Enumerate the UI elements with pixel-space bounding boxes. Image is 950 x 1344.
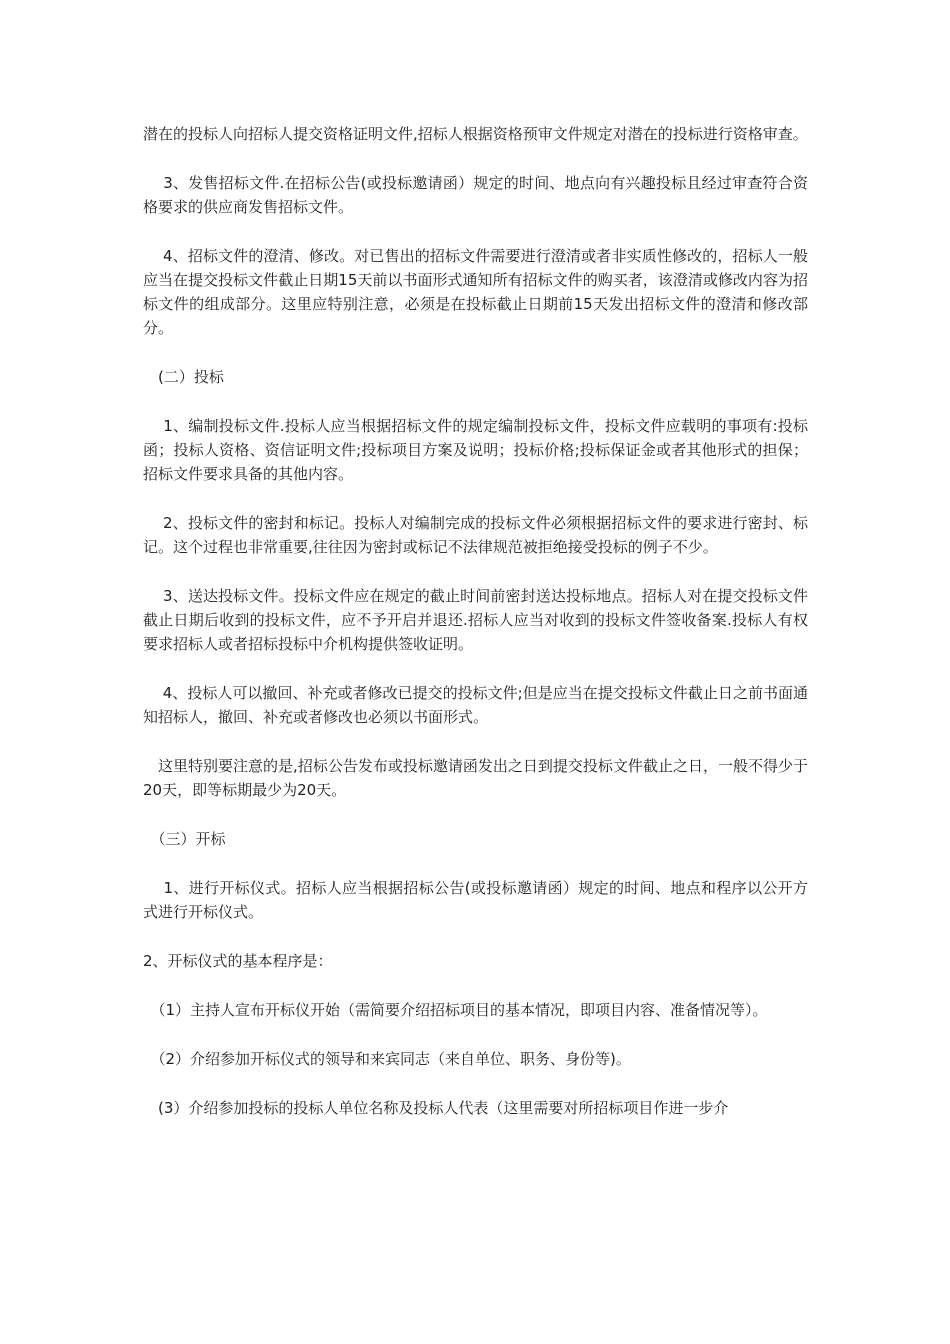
paragraph: 2、投标文件的密封和标记。投标人对编制完成的投标文件必须根据招标文件的要求进行密封、标记。这个过程也非常重要,往往因为密封或标记不法律规范被拒绝接受投标的例子不少。 [143,514,808,556]
paragraph: （1）主持人宣布开标仪开始（需简要介绍招标项目的基本情况，即项目内容、准备情况等）。 [143,1001,768,1019]
paragraph: 3、送达投标文件。投标文件应在规定的截止时间前密封送达投标地点。招标人对在提交投标文件截止日期后收到的投标文件，应不予开启并退还.招标人应当对收到的投标文件签收备案.投标人有权要求招标人或者招标投标中介机构提供签收证明。 [143,587,808,653]
paragraph: 这里特别要注意的是,招标公告发布或投标邀请函发出之日到提交投标文件截止之日，一般不得少于20天，即等标期最少为20天。 [143,757,808,799]
paragraph: （2）介绍参加开标仪式的领导和来宾同志（来自单位、职务、身份等)。 [143,1050,631,1068]
paragraph: 1、进行开标仪式。招标人应当根据招标公告(或投标邀请函）规定的时间、地点和程序以公开方式进行开标仪式。 [143,879,808,921]
paragraph: 4、招标文件的澄清、修改。对已售出的招标文件需要进行澄清或者非实质性修改的，招标人一般应当在提交投标文件截止日期15天前以书面形式通知所有招标文件的购买者，该澄清或修改内容为招标文件的组成部分。这里应特别注意，必须是在投标截止日期前15天发出招标文件的澄清和修改部分。 [143,247,808,337]
section-heading: （三）开标 [143,830,226,848]
paragraph: 潜在的投标人向招标人提交资格证明文件,招标人根据资格预审文件规定对潜在的投标进行资格审查。 [143,125,808,143]
section-heading: (二）投标 [143,368,224,386]
paragraph: 3、发售招标文件.在招标公告(或投标邀请函）规定的时间、地点向有兴趣投标且经过审查符合资格要求的供应商发售招标文件。 [143,174,808,216]
paragraph: (3）介绍参加投标的投标人单位名称及投标人代表（这里需要对所招标项目作进一步介 [143,1099,729,1117]
document-body [143,122,808,1120]
paragraph: 1、编制投标文件.投标人应当根据招标文件的规定编制投标文件，投标文件应载明的事项有:投标函；投标人资格、资信证明文件;投标项目方案及说明；投标价格;投标保证金或者其他形式的担保；招标文件要求具备的其他内容。 [143,417,808,483]
paragraph: 2、开标仪式的基本程序是： [143,952,333,970]
paragraph: 4、投标人可以撤回、补充或者修改已提交的投标文件;但是应当在提交投标文件截止日之前书面通知招标人，撤回、补充或者修改也必须以书面形式。 [143,684,808,726]
